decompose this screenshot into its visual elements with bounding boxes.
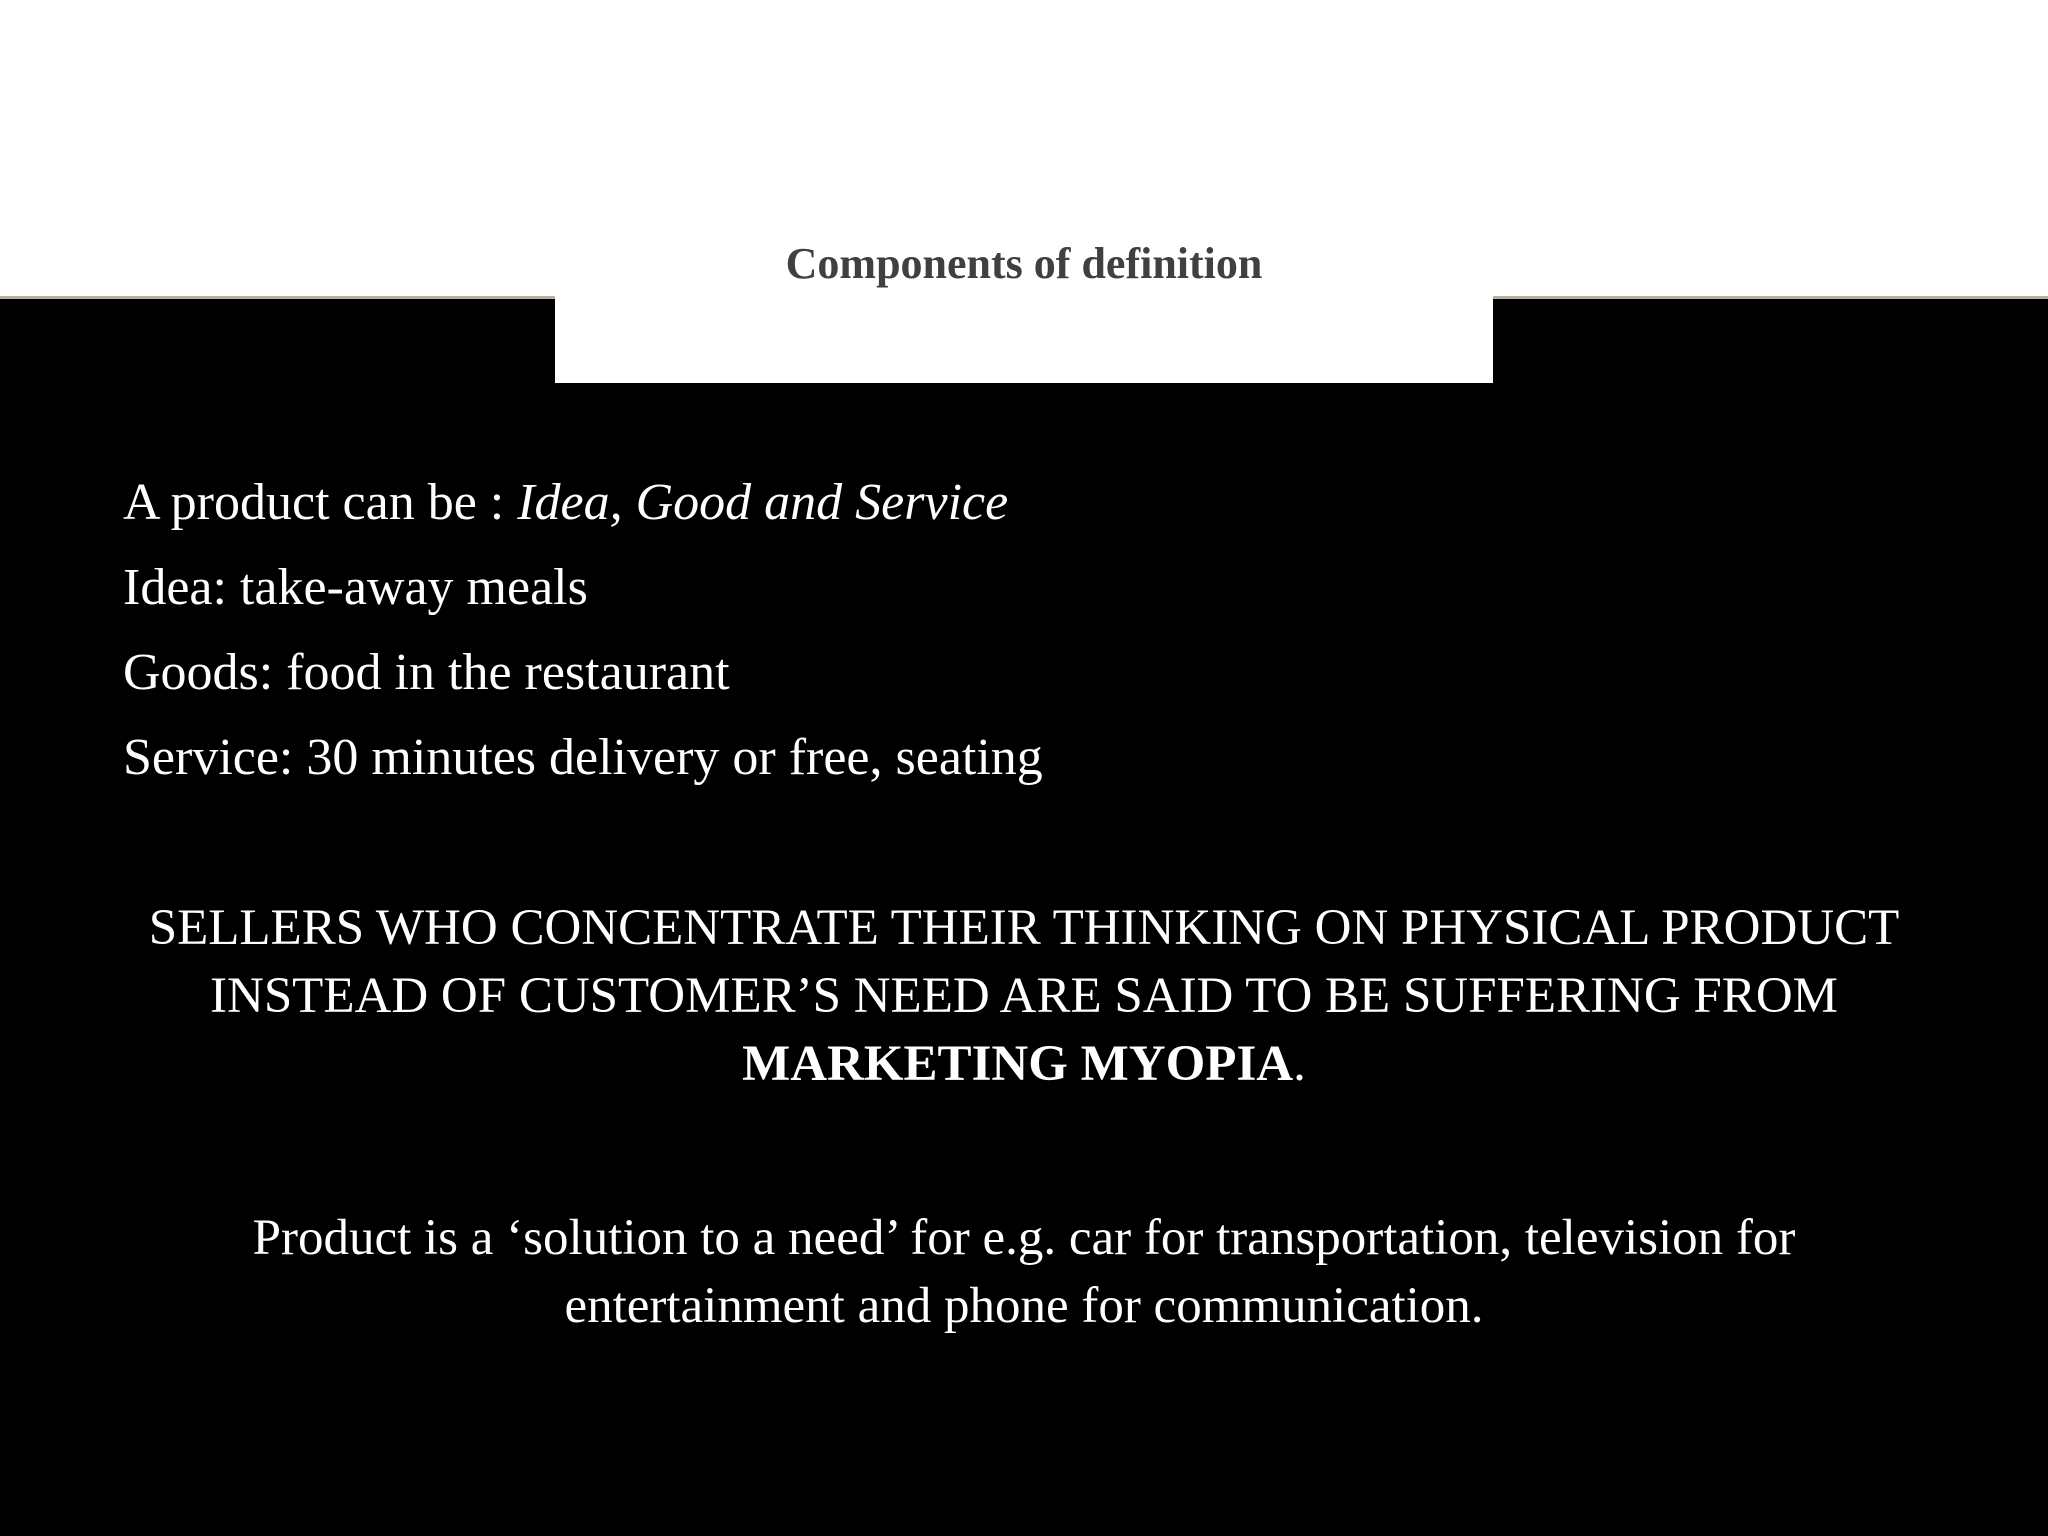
product-definition-emphasis: Idea, Good and Service (517, 474, 1009, 531)
product-definition-prefix: A product can be : (123, 474, 518, 531)
product-definition-line (123, 470, 1923, 555)
slide-title: Components of definition (785, 239, 1263, 288)
myopia-statement-bold: MARKETING MYOPIA (742, 1036, 1294, 1092)
myopia-statement-text: SELLERS WHO CONCENTRATE THEIR THINKING ON PHYSICAL PRODUCT INSTEAD OF CUSTOMER’S NEED ARE SAID TO BE SUFFERING FROM (148, 900, 1900, 1024)
goods-example: Goods: food in the restaurant (123, 644, 730, 701)
idea-example: Idea: take-away meals (123, 559, 588, 616)
myopia-statement-suffix: . (1293, 1036, 1306, 1092)
definition-list (123, 470, 1923, 810)
solution-statement: Product is a ‘solution to a need’ for e.g. car for transportation, television for entertainment and phone for communication. (252, 1210, 1796, 1334)
marketing-myopia-statement (130, 894, 1918, 1098)
service-example: Service: 30 minutes delivery or free, seating (123, 729, 1043, 786)
